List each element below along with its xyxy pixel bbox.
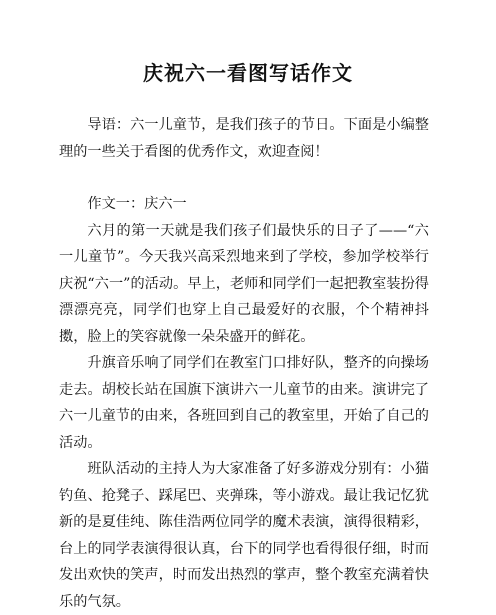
body-paragraph: 班队活动的主持人为大家准备了好多游戏分别有：小猫钓鱼、抢凳子、踩尾巴、夹弹珠，等小游戏。最让我记忆犹新的是夏佳纯、陈佳浩两位同学的魔术表演，演得很精彩，台上的同学表演得很认真，台下的同学也看得很仔细，时而发出欢快的笑声，时而发出热烈的掌声，整个教室充满着快乐的气氛。 xyxy=(59,461,429,610)
body-paragraph: 六月的第一天就是我们孩子们最快乐的日子了——“六一儿童节”。今天我兴高采烈地来到了学校，参加学校举行庆祝“六一”的活动。早上，老师和同学们一起把教室装扮得漂漂亮亮，同学们也穿上自己最爱好的衣服，个个精神抖擞，脸上的笑容就像一朵朵盛开的鲜花。 xyxy=(59,222,429,345)
document-body xyxy=(59,112,429,615)
essay-heading: 作文一：庆六一 xyxy=(87,196,187,212)
intro-paragraph: 导语：六一儿童节，是我们孩子的节日。下面是小编整理的一些关于看图的优秀作文，欢迎查阅！ xyxy=(59,117,429,160)
document-title: 庆祝六一看图写话作文 xyxy=(143,61,353,85)
body-paragraph: 升旗音乐响了同学们在教室门口排好队，整齐的向操场走去。胡校长站在国旗下演讲六一儿童节的由来。演讲完了六一儿童节的由来，各班回到自己的教室里，开始了自己的活动。 xyxy=(59,355,429,451)
